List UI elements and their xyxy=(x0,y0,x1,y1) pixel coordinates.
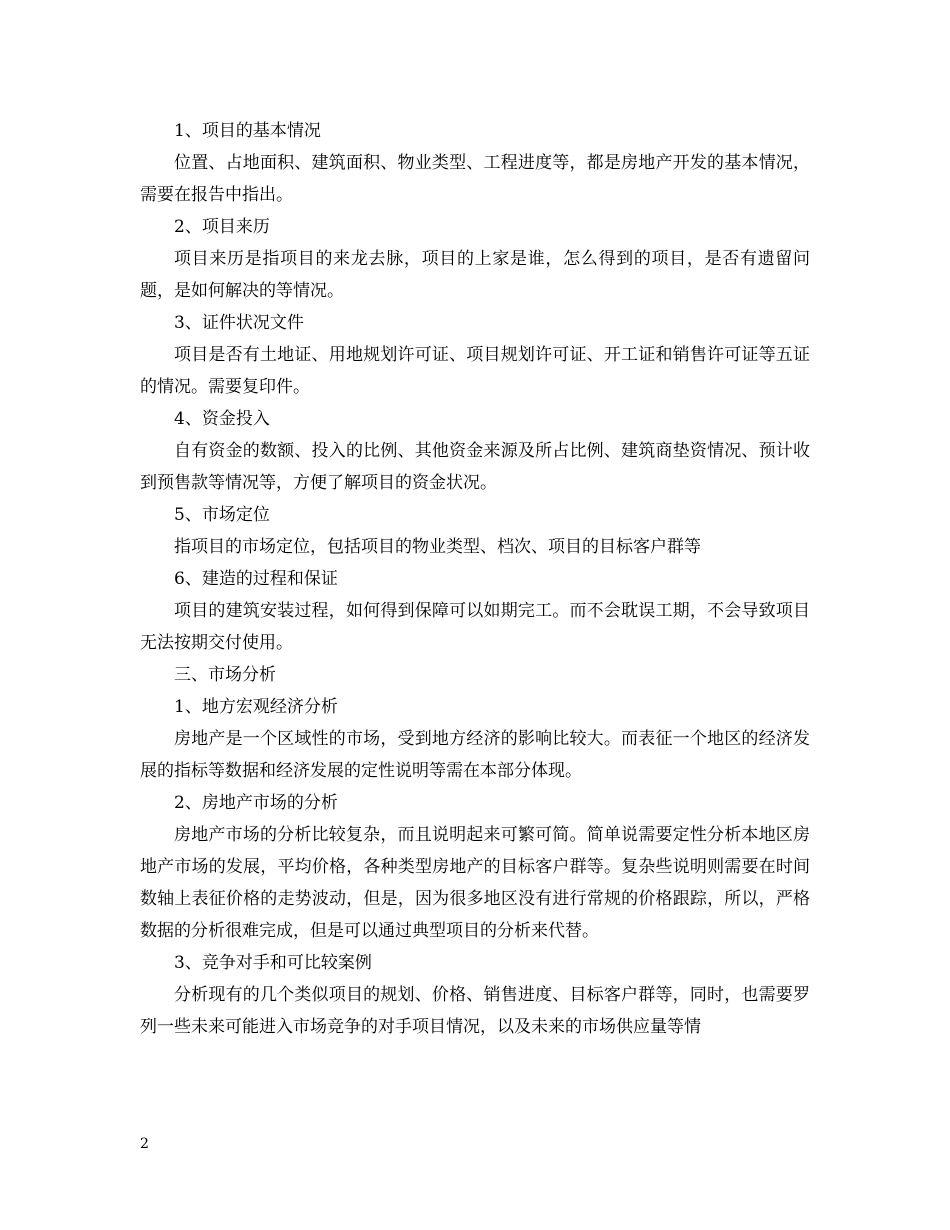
paragraph-real-estate-market: 房地产市场的分析比较复杂，而且说明起来可繁可简。简单说需要定性分析本地区房地产市场的发展，平均价格，各种类型房地产的目标客户群等。复杂些说明则需要在时间数轴上表征价格的走势波动，但是，因为很多地区没有进行常规的价格跟踪，所以，严格数据的分析很难完成，但是可以通过典型项目的分析来代替。 xyxy=(140,825,810,941)
heading-funding: 4、资金投入 xyxy=(174,409,270,429)
heading-construction: 6、建造的过程和保证 xyxy=(174,569,338,589)
paragraph-funding: 自有资金的数额、投入的比例、其他资金来源及所占比例、建筑商垫资情况、预计收到预售款等情况等，方便了解项目的资金状况。 xyxy=(140,441,810,493)
paragraph-market-positioning: 指项目的市场定位，包括项目的物业类型、档次、项目的目标客户群等 xyxy=(174,537,701,557)
heading-project-history: 2、项目来历 xyxy=(174,217,270,237)
paragraph-project-basics: 位置、占地面积、建筑面积、物业类型、工程进度等，都是房地产开发的基本情况，需要在报告中指出。 xyxy=(140,153,810,205)
paragraph-competitors: 分析现有的几个类似项目的规划、价格、销售进度、目标客户群等，同时，也需要罗列一些未来可能进入市场竞争的对手项目情况，以及未来的市场供应量等情 xyxy=(140,985,810,1037)
paragraph-construction: 项目的建筑安装过程，如何得到保障可以如期完工。而不会耽误工期，不会导致项目无法按期交付使用。 xyxy=(140,601,810,653)
document-body xyxy=(140,115,810,1043)
heading-certificates: 3、证件状况文件 xyxy=(174,313,304,333)
paragraph-project-history: 项目来历是指项目的来龙去脉，项目的上家是谁，怎么得到的项目，是否有遗留问题，是如何解决的等情况。 xyxy=(140,249,810,301)
heading-competitors: 3、竞争对手和可比较案例 xyxy=(174,953,372,973)
heading-market-positioning: 5、市场定位 xyxy=(174,505,270,525)
heading-project-basics: 1、项目的基本情况 xyxy=(174,121,321,141)
heading-local-economy: 1、地方宏观经济分析 xyxy=(174,697,338,717)
page-number: 2 xyxy=(140,1136,149,1152)
section-heading-market-analysis: 三、市场分析 xyxy=(174,665,276,685)
paragraph-certificates: 项目是否有土地证、用地规划许可证、项目规划许可证、开工证和销售许可证等五证的情况。需要复印件。 xyxy=(140,345,810,397)
paragraph-local-economy: 房地产是一个区域性的市场，受到地方经济的影响比较大。而表征一个地区的经济发展的指标等数据和经济发展的定性说明等需在本部分体现。 xyxy=(140,729,810,781)
heading-real-estate-market: 2、房地产市场的分析 xyxy=(174,793,338,813)
